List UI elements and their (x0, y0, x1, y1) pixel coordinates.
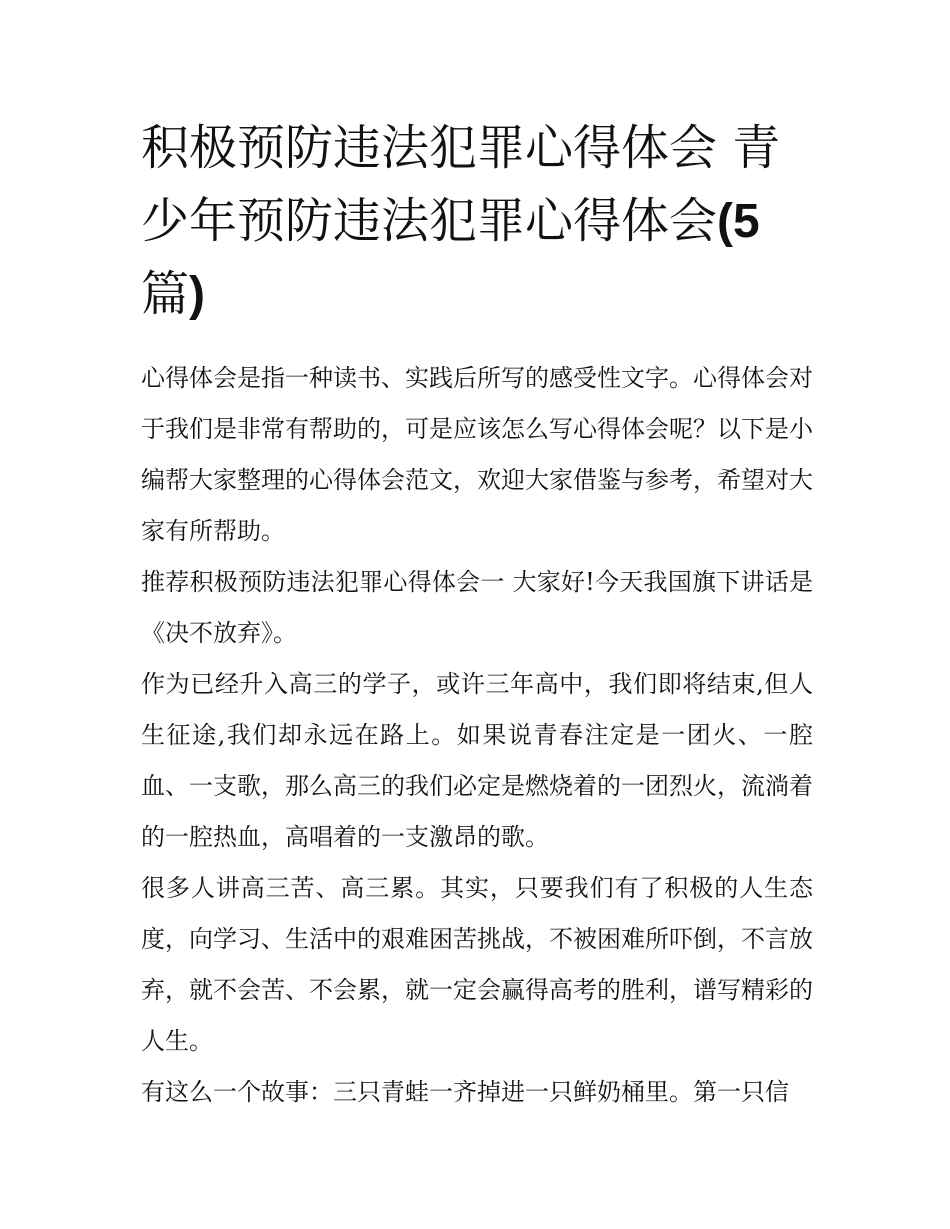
paragraph-story: 有这么一个故事：三只青蛙一齐掉进一只鲜奶桶里。第一只信 (141, 1078, 789, 1106)
paragraph-hardship: 很多人讲高三苦、高三累。其实，只要我们有了积极的人生态度，向学习、生活中的艰难困苦挑战，不被困难所吓倒，不言放弃，就不会苦、不会累，就一定会赢得高考的胜利，谱写精彩的人生。 (141, 874, 813, 1055)
paragraph-intro: 心得体会是指一种读书、实践后所写的感受性文字。心得体会对于我们是非常有帮助的，可是应该怎么写心得体会呢？以下是小编帮大家整理的心得体会范文，欢迎大家借鉴与参考，希望对大家有所帮助。 (141, 364, 813, 545)
paragraph-speech-opening: 推荐积极预防违法犯罪心得体会一 大家好!今天我国旗下讲话是《决不放弃》。 (141, 568, 813, 647)
document-title: 积极预防违法犯罪心得体会 青少年预防违法犯罪心得体会(5篇) (141, 120, 781, 322)
document-page (141, 112, 813, 1118)
paragraph-senior-year: 作为已经升入高三的学子，或许三年高中，我们即将结束,但人生征途,我们却永远在路上。如果说青春注定是一团火、一腔血、一支歌，那么高三的我们必定是燃烧着的一团烈火，流淌着的一腔热血，高唱着的一支激昂的歌。 (141, 670, 813, 851)
